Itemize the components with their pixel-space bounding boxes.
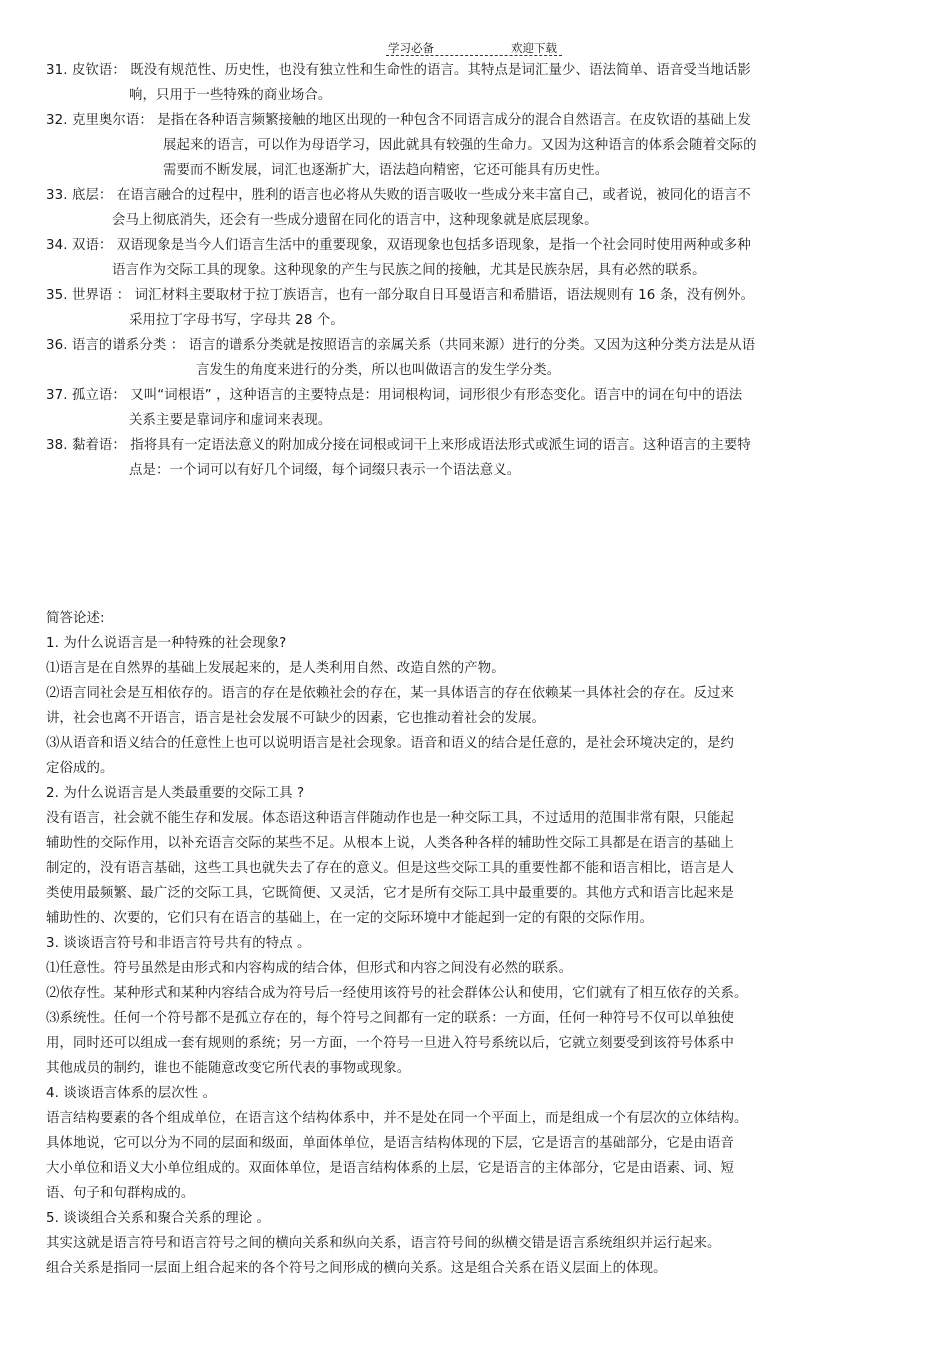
term-32-line-2: 展起来的语言，可以作为母语学习，因此就具有较强的生命力。又因为这种语言的体系会随着交际的 <box>163 138 757 153</box>
essay-line: 类使用最频繁、最广泛的交际工具，它既简便、又灵活，它才是所有交际工具中最重要的。其他方式和语言比起来是 <box>46 886 735 901</box>
term-34-line-2: 语言作为交际工具的现象。这种现象的产生与民族之间的接触，尤其是民族杂居，具有必然的联系。 <box>112 263 706 278</box>
essay-line: 语言结构要素的各个组成单位，在语言这个结构体系中，并不是处在同一个平面上，而是组成一个有层次的立体结构。 <box>46 1111 748 1126</box>
essay-line: 辅助性的、次要的，它们只有在语言的基础上，在一定的交际环境中才能起到一定的有限的交际作用。 <box>46 911 654 926</box>
essay-line: 没有语言，社会就不能生存和发展。体态语这种语言伴随动作也是一种交际工具，不过适用的范围非常有限，只能起 <box>46 811 735 826</box>
header-right-text: 欢迎下载 <box>511 41 557 55</box>
essay-line: 辅助性的交际作用，以补充语言交际的某些不足。从根本上说，人类各种各样的辅助性交际工具都是在语言的基础上 <box>46 836 735 851</box>
essay-line: 其实这就是语言符号和语言符号之间的横向关系和纵向关系，语言符号间的纵横交错是语言系统组织并运行起来。 <box>46 1236 721 1251</box>
essay-line: 制定的，没有语言基础，这些工具也就失去了存在的意义。但是这些交际工具的重要性都不能和语言相比，语言是人 <box>46 861 735 876</box>
essay-line: 组合关系是指同一层面上组合起来的各个符号之间形成的横向关系。这是组合关系在语义层面上的体现。 <box>46 1261 667 1276</box>
essay-line: ⑴语言是在自然界的基础上发展起来的，是人类利用自然、改造自然的产物。 <box>46 661 505 676</box>
essay-line: 讲，社会也离不开语言，语言是社会发展不可缺少的因素，它也推动着社会的发展。 <box>46 711 546 726</box>
term-34-line-1: 34. 双语： 双语现象是当今人们语言生活中的重要现象，双语现象也包括多语现象，是指一个社会同时使用两种或多种 <box>46 238 751 253</box>
header-left-text: 学习必备 <box>388 41 434 55</box>
term-32-line-1: 32. 克里奥尔语： 是指在各种语言频繁接触的地区出现的一种包含不同语言成分的混合自然语言。在皮钦语的基础上发 <box>46 113 751 128</box>
term-36-line-2: 言发生的角度来进行的分类，所以也叫做语言的发生学分类。 <box>196 363 561 378</box>
term-37-line-2: 关系主要是靠词序和虚词来表现。 <box>129 413 332 428</box>
header-dashed-rule <box>386 55 562 56</box>
essay-line: 2. 为什么说语言是人类最重要的交际工具 ? <box>46 786 305 801</box>
essay-line: 定俗成的。 <box>46 761 114 776</box>
essay-line: 语、句子和句群构成的。 <box>46 1186 195 1201</box>
term-38-line-1: 38. 黏着语： 指将具有一定语法意义的附加成分接在词根或词干上来形成语法形式或派生词的语言。这种语言的主要特 <box>46 438 751 453</box>
essay-line: ⑶从语音和语义结合的任意性上也可以说明语言是社会现象。语音和语义的结合是任意的，是社会环境决定的，是约 <box>46 736 735 751</box>
term-33-line-1: 33. 底层： 在语言融合的过程中，胜利的语言也必将从失败的语言吸收一些成分来丰富自己，或者说，被同化的语言不 <box>46 188 751 203</box>
term-38-line-2: 点是：一个词可以有好几个词缀，每个词缀只表示一个语法意义。 <box>129 463 521 478</box>
term-33-line-2: 会马上彻底消失，还会有一些成分遗留在同化的语言中，这种现象就是底层现象。 <box>112 213 598 228</box>
term-31-line-1: 31. 皮钦语： 既没有规范性、历史性，也没有独立性和生命性的语言。其特点是词汇量少、语法简单、语音受当地话影 <box>46 63 751 78</box>
term-32-line-3: 需要而不断发展，词汇也逐渐扩大，语法趋向精密，它还可能具有历史性。 <box>163 163 609 178</box>
essay-line: 具体地说，它可以分为不同的层面和级面，单面体单位，是语言结构体现的下层，它是语言的基础部分，它是由语音 <box>46 1136 735 1151</box>
essay-line: 大小单位和语义大小单位组成的。双面体单位，是语言结构体系的上层，它是语言的主体部分，它是由语素、词、短 <box>46 1161 735 1176</box>
essay-line: ⑵语言同社会是互相依存的。语言的存在是依赖社会的存在，某一具体语言的存在依赖某一具体社会的存在。反过来 <box>46 686 735 701</box>
term-36-line-1: 36. 语言的谱系分类 ： 语言的谱系分类就是按照语言的亲属关系（共同来源）进行的分类。又因为这种分类方法是从语 <box>46 338 756 353</box>
essay-line: ⑶系统性。任何一个符号都不是孤立存在的，每个符号之间都有一定的联系：一方面，任何一种符号不仅可以单独使 <box>46 1011 735 1026</box>
essay-line: ⑴任意性。符号虽然是由形式和内容构成的结合体，但形式和内容之间没有必然的联系。 <box>46 961 573 976</box>
essay-line: 1. 为什么说语言是一种特殊的社会现象? <box>46 636 287 651</box>
essay-line: 4. 谈谈语言体系的层次性 。 <box>46 1086 217 1101</box>
essay-line: 其他成员的制约，谁也不能随意改变它所代表的事物或现象。 <box>46 1061 411 1076</box>
term-31-line-2: 响，只用于一些特殊的商业场合。 <box>129 88 332 103</box>
term-35-line-2: 采用拉丁字母书写，字母共 28 个。 <box>129 313 344 328</box>
term-37-line-1: 37. 孤立语： 又叫“词根语” ，这种语言的主要特点是：用词根构词，词形很少有形态变化。语言中的词在句中的语法 <box>46 388 743 403</box>
term-35-line-1: 35. 世界语 ： 词汇材料主要取材于拉丁族语言，也有一部分取自日耳曼语言和希腊语，语法规则有 16 条，没有例外。 <box>46 288 755 303</box>
essay-line: 用，同时还可以组成一套有规则的系统；另一方面，一个符号一旦进入符号系统以后，它就立刻要受到该符号体系中 <box>46 1036 735 1051</box>
section-title: 简答论述: <box>46 611 105 626</box>
essay-line: 5. 谈谈组合关系和聚合关系的理论 。 <box>46 1211 271 1226</box>
essay-line: ⑵依存性。某种形式和某种内容结合成为符号后一经使用该符号的社会群体公认和使用，它们就有了相互依存的关系。 <box>46 986 748 1001</box>
essay-line: 3. 谈谈语言符号和非语言符号共有的特点 。 <box>46 936 311 951</box>
